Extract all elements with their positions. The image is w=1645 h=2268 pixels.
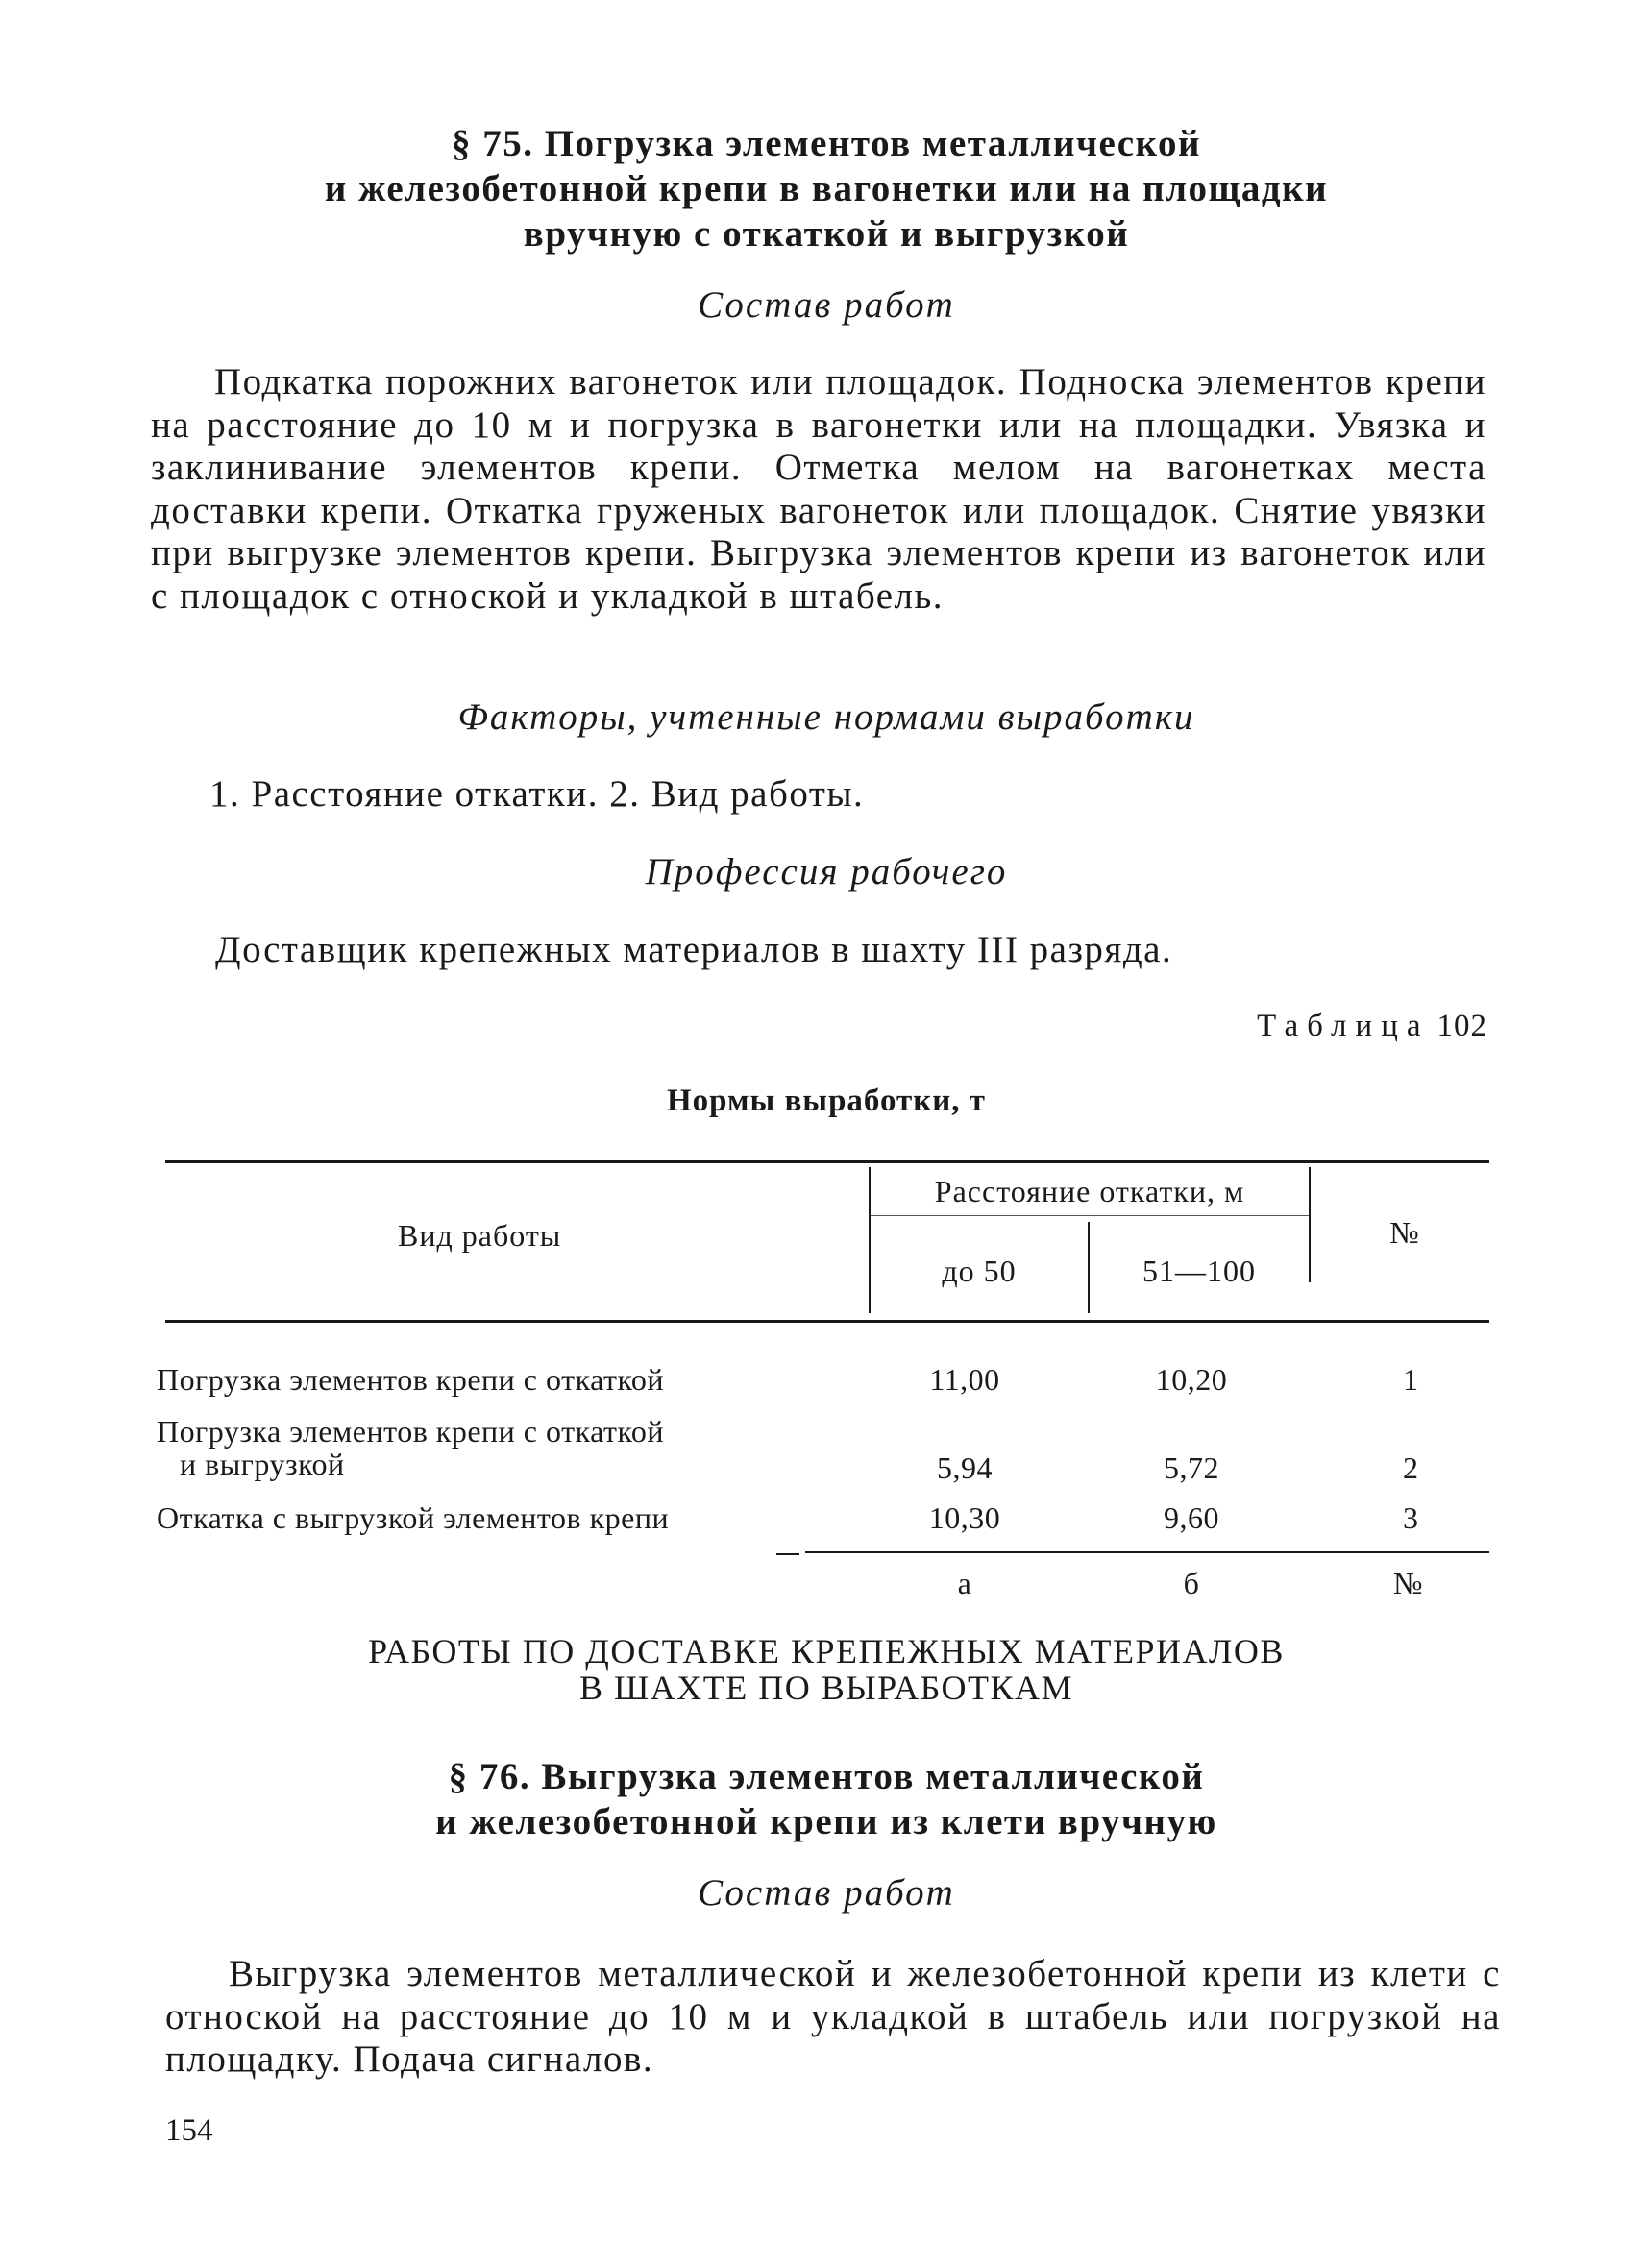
chapter-title xyxy=(154,1633,1499,1706)
section-75-work-composition-text xyxy=(151,361,1486,618)
table-bottom-rule xyxy=(805,1551,1489,1553)
table-top-rule xyxy=(165,1160,1489,1163)
chapter-title-line: В ШАХТЕ ПО ВЫРАБОТКАМ xyxy=(578,1669,1074,1707)
page-number: 154 xyxy=(165,2113,213,2148)
section-75-title-line: § 75. Погрузка элементов металлической xyxy=(451,123,1202,164)
table-header-work: Вид работы xyxy=(398,1218,562,1253)
section-75-profession-heading: Профессия рабочего xyxy=(645,851,1008,892)
table-row-work-continuation: и выгрузкой xyxy=(180,1447,345,1481)
section-76-work-composition-paragraph: Выгрузка элементов металлической и железобетонной крепи из клети с отноской на расстояние до 10 м и укладкой в штабель или погрузкой на площадку. Подача сигналов. xyxy=(165,1953,1501,2080)
table-row-number: 2 xyxy=(1403,1451,1419,1485)
table-header-number: № xyxy=(1389,1215,1420,1250)
table-row-value-b: 5,72 xyxy=(1164,1451,1219,1485)
chapter-title-line: РАБОТЫ ПО ДОСТАВКЕ КРЕПЕЖНЫХ МАТЕРИАЛОВ xyxy=(368,1632,1285,1671)
table-footer-number: № xyxy=(1393,1566,1424,1600)
section-76-title-line: и железобетонной крепи из клети вручную xyxy=(435,1801,1217,1842)
table-vertical-rule-right xyxy=(1309,1167,1311,1282)
table-label-word: Таблица xyxy=(1257,1009,1430,1043)
table-row-work: Погрузка элементов крепи с откаткой xyxy=(157,1362,665,1397)
section-75-title xyxy=(154,121,1499,256)
table-row-value-a: 5,94 xyxy=(937,1451,993,1485)
table-title: Нормы выработки, т xyxy=(666,1084,987,1118)
table-bottom-rule-stub xyxy=(776,1553,799,1555)
table-footer-a: а xyxy=(957,1566,972,1600)
table-header-rule xyxy=(165,1320,1489,1323)
table-header-distance-up-to-50: до 50 xyxy=(942,1254,1017,1288)
section-75-work-composition-heading: Состав работ xyxy=(698,284,955,326)
table-number: 102 xyxy=(1436,1009,1487,1043)
table-row-value-a: 11,00 xyxy=(929,1362,1000,1397)
table-row-value-b: 9,60 xyxy=(1164,1500,1219,1535)
section-75-title-line: и железобетонной крепи в вагонетки или на площадки xyxy=(324,168,1329,209)
table-label xyxy=(1257,1009,1487,1044)
table-row-number: 3 xyxy=(1403,1500,1419,1535)
table-header-distance-51-100: 51—100 xyxy=(1142,1254,1256,1288)
table-row-number: 1 xyxy=(1403,1362,1419,1397)
section-76-work-composition-heading: Состав работ xyxy=(698,1872,955,1914)
section-75-title-line: вручную с откаткой и выгрузкой xyxy=(523,213,1130,255)
section-76-title-line: § 76. Выгрузка элементов металлической xyxy=(448,1756,1205,1797)
section-75-factors-text: 1. Расстояние откатки. 2. Вид работы. xyxy=(209,773,865,815)
table-row-work: Погрузка элементов крепи с откаткой xyxy=(157,1414,665,1449)
table-row-value-a: 10,30 xyxy=(928,1500,1001,1535)
table-footer-b: б xyxy=(1183,1566,1200,1600)
section-75-work-composition-paragraph: Подкатка порожних вагонеток или площадок. Подноска элементов крепи на расстояние до 10 м и погрузка в вагонетки или на площадки. Увязка и заклинивание элементов крепи. Отметка мелом на вагонетках места доставки крепи. Откатка груженых вагонеток или площадок. Снятие увязки при выгрузке элементов крепи. Выгрузка элементов крепи из вагонеток или с площадок с отноской и укладкой в штабель. xyxy=(151,361,1486,617)
section-76-title xyxy=(154,1754,1499,1844)
table-distance-rule xyxy=(871,1215,1309,1216)
table-header-distance: Расстояние откатки, м xyxy=(934,1174,1245,1208)
table-row-value-b: 10,20 xyxy=(1155,1362,1228,1397)
section-75-profession-text: Доставщик крепежных материалов в шахту III разряда. xyxy=(215,929,1173,970)
section-76-work-composition-text xyxy=(165,1953,1501,2082)
section-75-factors-heading: Факторы, учтенные нормами выработки xyxy=(457,696,1195,738)
table-row-work: Откатка с выгрузкой элементов крепи xyxy=(157,1500,670,1535)
